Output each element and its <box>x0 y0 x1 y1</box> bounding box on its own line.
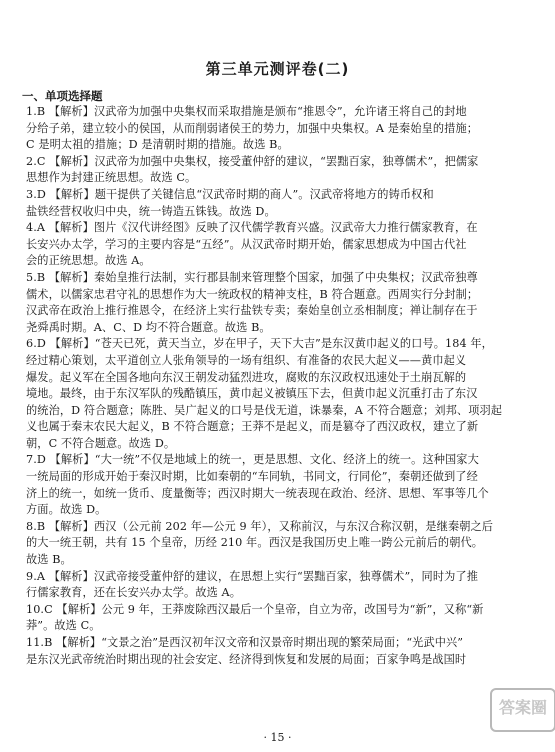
text-line: 5.B 【解析】秦始皇推行法制，实行郡县制来管理整个国家，加强了中央集权；汉武帝独尊 <box>26 270 478 284</box>
text-line: 9.A 【解析】汉武帝接受董仲舒的建议，在思想上实行“罢黜百家，独尊儒术”，同时为了推 <box>26 569 478 583</box>
text-line: 2.C 【解析】汉武帝为加强中央集权，接受董仲舒的建议，“罢黜百家，独尊儒术”，把儒家 <box>26 154 479 168</box>
text-line: 行儒家教育，还在长安兴办太学。故选 A。 <box>26 586 242 600</box>
text-line: 会的正统思想。故选 A。 <box>26 254 151 268</box>
text-line: 方面。故选 D。 <box>26 503 107 517</box>
text-line: 的大一统王朝，共有 15 个皇帝，历经 210 年。西汉是我国历史上唯一跨公元前后的朝代。 <box>26 536 484 550</box>
text-line: 义也属于秦末农民大起义，B 不符合题意；王莽不是起义，而是篡夺了西汉政权，建立了新 <box>26 420 479 434</box>
page-title: 第三单元测评卷(二) <box>205 60 350 78</box>
text-line: 10.C 【解析】公元 9 年，王莽废除西汉最后一个皇帝，自立为帝，改国号为“新”，又称“新 <box>26 602 484 616</box>
text-line: 济上的统一，如统一货币、度量衡等；西汉时期大一统表现在政治、经济、思想、军事等几个 <box>26 486 489 500</box>
section-heading: 一、单项选择题 <box>22 89 103 103</box>
text-line: 的统治，D 符合题意；陈胜、吴广起义的口号是伐无道，诛暴秦，A 不符合题意；刘邦、项羽起 <box>26 403 503 417</box>
text-line: 4.A 【解析】图片《汉代讲经图》反映了汉代儒学教育兴盛。汉武帝大力推行儒家教育，在 <box>26 221 478 235</box>
text-line: 思想作为封建正统思想。故选 C。 <box>26 171 197 185</box>
text-line: 朝，C 不符合题意。故选 D。 <box>26 436 176 450</box>
text-line: 莽”。故选 C。 <box>26 619 101 633</box>
answer-text-block <box>26 104 526 668</box>
text-line: 分给子弟，建立较小的侯国，从而削弱诸侯王的势力，加强中央集权。A 是秦始皇的措施； <box>26 121 479 135</box>
watermark-logo: 答案圈 <box>490 688 555 732</box>
text-line: 汉武帝在政治上推行推恩令，在经济上实行盐铁专卖；秦始皇创立丞相制度；禅让制存在于 <box>26 304 478 318</box>
text-line: 经过精心策划，太平道创立人张角领导的一场有组织、有准备的农民大起义——黄巾起义 <box>26 353 467 367</box>
text-line: 一统局面的形成开始于秦汉时期，比如秦朝的“车同轨，书同文，行同伦”，秦朝还做到了经 <box>26 470 478 484</box>
text-line: 11.B 【解析】“文景之治”是西汉初年汉文帝和汉景帝时期出现的繁荣局面；“光武中兴” <box>26 636 464 649</box>
text-line: 8.B 【解析】西汉（公元前 202 年—公元 9 年），又称前汉，与东汉合称汉朝，是继秦朝之后 <box>26 519 494 533</box>
text-line: 1.B 【解析】汉武帝为加强中央集权而采取措施是颁布“推恩令”，允许诸王将自己的封地 <box>26 105 467 118</box>
text-line: 尧舜禹时期。A、C、D 均不符合题意。故选 B。 <box>26 320 271 334</box>
text-line: 盐铁经营权收归中央，统一铸造五铢钱。故选 D。 <box>26 204 276 218</box>
text-line: 爆发。起义军在全国各地向东汉王朝发动猛烈进攻，腐败的东汉政权迅速处于土崩瓦解的 <box>26 370 467 384</box>
text-line: C 是明太祖的措施；D 是清朝时期的措施。故选 B。 <box>26 138 289 152</box>
text-line: 6.D 【解析】“苍天已死，黄天当立，岁在甲子，天下大吉”是东汉黄巾起义的口号。184 年， <box>26 337 493 351</box>
text-line: 是东汉光武帝统治时期出现的社会安定、经济得到恢复和发展的局面；百家争鸣是战国时 <box>26 652 467 666</box>
text-line: 长安兴办太学，学习的主要内容是“五经”。从汉武帝时期开始，儒家思想成为中国古代社 <box>26 237 467 251</box>
text-line: 境地。最终，由于东汉军队的残酷镇压，黄巾起义被镇压下去，但黄巾起义沉重打击了东汉 <box>26 387 478 401</box>
text-line: 儒术，以儒家忠君守礼的思想作为大一统政权的精神支柱，B 符合题意。西周实行分封制； <box>26 287 479 301</box>
text-line: 7.D 【解析】“大一统”不仅是地域上的统一，更是思想、文化、经济上的统一。这种国家大 <box>26 453 479 467</box>
text-line: 故选 B。 <box>26 553 72 567</box>
text-line: 3.D 【解析】题干提供了关键信息“汉武帝时期的商人”。汉武帝将地方的铸币权和 <box>26 187 434 201</box>
page-number: · 15 · <box>263 731 292 744</box>
